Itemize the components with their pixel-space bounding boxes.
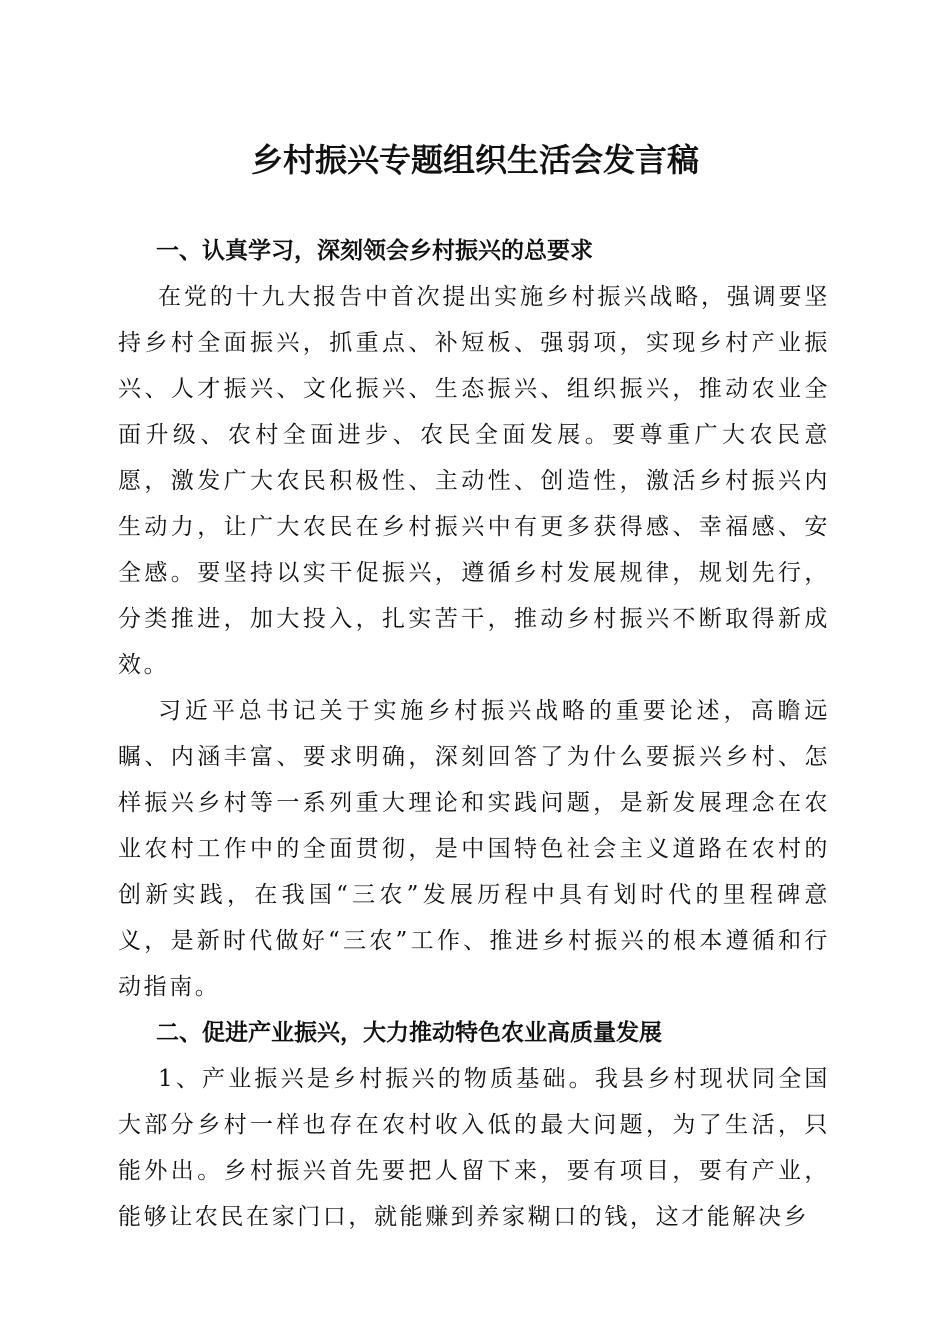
- section-2: [118, 1010, 830, 1240]
- section-1: [118, 228, 830, 1010]
- document-body: [118, 228, 830, 1240]
- paragraph: 1、产业振兴是乡村振兴的物质基础。我县乡村现状同全国大部分乡村一样也存在农村收入低的最大问题，为了生活，只能外出。乡村振兴首先要把人留下来，要有项目，要有产业，能够让农民在家门口，就能赚到养家糊口的钱，这才能解决乡: [118, 1066, 830, 1230]
- section-heading: 一、认真学习，深刻领会乡村振兴的总要求: [156, 238, 593, 264]
- paragraph: 习近平总书记关于实施乡村振兴战略的重要论述，高瞻远瞩、内涵丰富、要求明确，深刻回答了为什么要振兴乡村、怎样振兴乡村等一系列重大理论和实践问题，是新发展理念在农业农村工作中的全面贯彻，是中国特色社会主义道路在农村的创新实践，在我国“三农”发展历程中具有划时代的里程碑意义，是新时代做好“三农”工作、推进乡村振兴的根本遵循和行动指南。: [118, 698, 830, 1000]
- document-title: 乡村振兴专题组织生活会发言稿: [250, 141, 699, 179]
- section-heading: 二、促进产业振兴，大力推动特色农业高质量发展: [156, 1020, 662, 1046]
- paragraph: 在党的十九大报告中首次提出实施乡村振兴战略，强调要坚持乡村全面振兴，抓重点、补短板、强弱项，实现乡村产业振兴、人才振兴、文化振兴、生态振兴、组织振兴，推动农业全面升级、农村全面进步、农民全面发展。要尊重广大农民意愿，激发广大农民积极性、主动性、创造性，激活乡村振兴内生动力，让广大农民在乡村振兴中有更多获得感、幸福感、安全感。要坚持以实干促振兴，遵循乡村发展规律，规划先行，分类推进，加大投入，扎实苦干，推动乡村振兴不断取得新成效。: [118, 284, 830, 678]
